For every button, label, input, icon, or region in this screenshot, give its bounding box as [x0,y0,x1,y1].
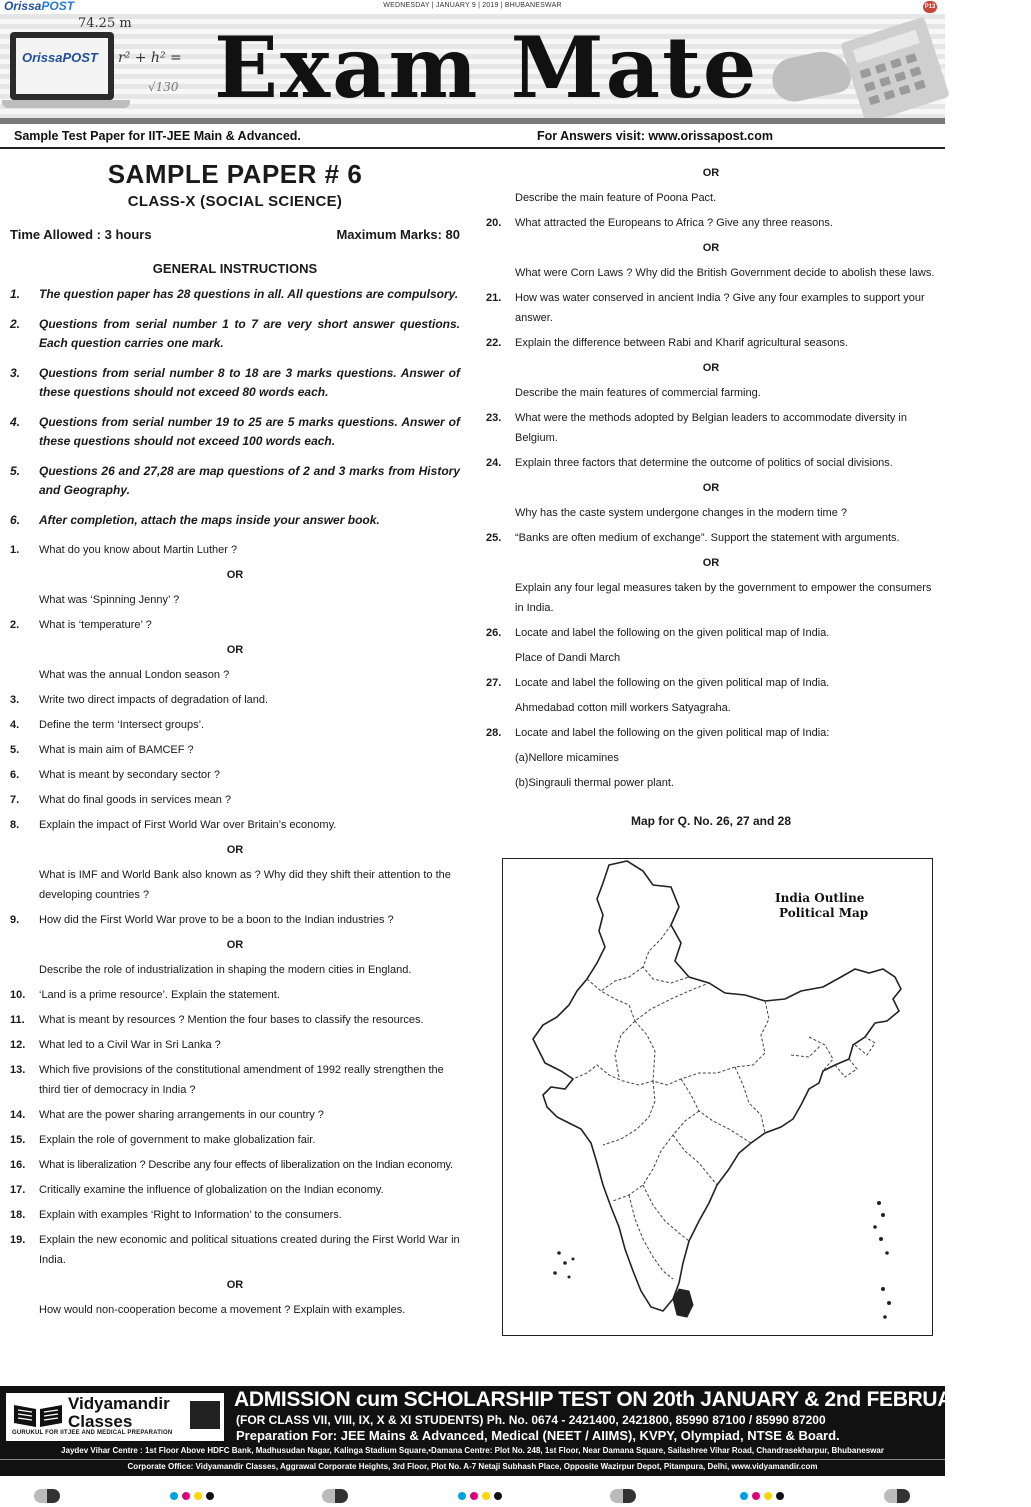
laptop-icon [10,32,114,100]
newspaper-logo: OrissaPOST [4,0,75,13]
or-label: OR [226,644,244,656]
question-28-item-a: (a)Nellore micamines [515,752,619,764]
question-3: 3. Write two direct impacts of degradation of land. [10,694,269,706]
question-7: 7. What do final goods in services mean ? [10,794,231,806]
paper-class: CLASS-X (SOCIAL SCIENCE) [127,193,343,210]
question-22-alternative: Describe the main features of commercial farming. [515,387,761,399]
advertiser-name: Vidyamandir Classes [68,1394,170,1431]
page-number-badge: P13 [923,1,937,13]
question-8: 8. Explain the impact of First World War over Britain’s economy. [10,819,337,831]
question-26-item: Place of Dandi March [515,652,621,664]
yellow-swatch [482,1492,490,1500]
calculator-icon [840,16,950,123]
question-1: 1. What do you know about Martin Luther ? [10,544,238,556]
question-22: 22. Explain the difference between Rabi and Kharif agricultural seasons. [486,337,849,349]
right-column [486,163,936,828]
black-swatch [776,1492,784,1500]
instruction-item: 4. Questions from serial number 19 to 25 are 5 marks questions. Answer of these questions should not exceed 100 words each. [10,415,460,448]
registration-mark-icon [34,1489,60,1503]
or-label: OR [226,569,244,581]
or-label: OR [702,482,720,494]
question-6: 6. What is meant by secondary sector ? [10,769,220,781]
question-4: 4. Define the term ‘Intersect groups’. [10,719,205,731]
masthead-title: Exam Mate [214,18,759,117]
question-19: 19. Explain the new economic and political situations created during the First World War in India. [10,1234,460,1266]
advertiser-tagline: GURUKUL FOR IITJEE AND MEDICAL PREPARATION [12,1430,173,1436]
question-15: 15. Explain the role of government to make globalization fair. [10,1134,316,1146]
india-outline-map [502,858,933,1336]
registration-mark-icon [884,1489,910,1503]
cyan-swatch [740,1492,748,1500]
question-24: 24. Explain three factors that determine the outcome of politics of social divisions. [486,457,893,469]
question-20: 20. What attracted the Europeans to Africa ? Give any three reasons. [486,217,833,229]
or-label: OR [226,1279,244,1291]
open-book-icon [12,1401,64,1429]
laptop-logo: OrissaPOST [22,50,98,65]
magenta-swatch [182,1492,190,1500]
advertiser-logo [6,1393,224,1441]
ad-divider [0,1459,945,1460]
ad-courses: Preparation For: JEE Mains & Advanced, Medical (NEET / AIIMS), KVPY, Olympiad, NTSE & Board. [236,1428,840,1443]
or-label: OR [226,939,244,951]
yellow-swatch [194,1492,202,1500]
black-swatch [206,1492,214,1500]
instructions-title: GENERAL INSTRUCTIONS [152,261,318,276]
question-20-alternative: What were Corn Laws ? Why did the British Government decide to abolish these laws. [515,267,935,279]
question-10: 10. ‘Land is a prime resource’. Explain the statement. [10,989,280,1001]
question-16: 16. What is liberalization ? Describe any four effects of liberalization on the Indian economy. [10,1159,453,1171]
magenta-swatch [470,1492,478,1500]
advertisement-banner[interactable] [0,1386,1031,1476]
question-25: 25. “Banks are often medium of exchange”. Support the statement with arguments. [486,532,900,544]
question-18: 18. Explain with examples ‘Right to Information’ to the consumers. [10,1209,342,1221]
black-swatch [494,1492,502,1500]
cyan-swatch [170,1492,178,1500]
question-17: 17. Critically examine the influence of globalization on the Indian economy. [10,1184,384,1196]
instruction-item: 2. Questions from serial number 1 to 7 are very short answer questions. Each question carries one mark. [10,317,460,350]
india-outline-drawing [503,859,931,1334]
question-21: 21. How was water conserved in ancient India ? Give any four examples to support your answer. [486,292,925,324]
paper-title: SAMPLE PAPER # 6 [107,159,363,189]
question-2: 2. What is ‘temperature’ ? [10,619,152,631]
or-label: OR [702,242,720,254]
laptop-base [2,100,130,108]
subheader-rule [0,147,945,149]
left-column [10,152,460,1325]
question-9: 9. How did the First World War prove to be a boon to the Indian industries ? [10,914,394,926]
ad-headline: ADMISSION cum SCHOLARSHIP TEST ON 20th JANUARY & 2nd FEBRUARY 2019 [234,1388,1031,1411]
time-allowed: Time Allowed : 3 hours [10,227,152,242]
question-23: 23. What were the methods adopted by Belgian leaders to accommodate diversity in Belgium. [486,412,907,444]
instruction-item: 6. After completion, attach the maps inside your answer book. [10,513,380,527]
student-figure-icon [190,1401,220,1429]
meta-row [10,226,460,244]
question-1-alternative: What was ‘Spinning Jenny’ ? [39,594,180,606]
dateline: WEDNESDAY | JANUARY 9 | 2019 | BHUBANESWAR [383,2,562,9]
maximum-marks: Maximum Marks: 80 [336,227,460,242]
question-14: 14. What are the power sharing arrangements in our country ? [10,1109,324,1121]
map-label: India Outline Political Map [775,891,869,920]
question-9-alternative: Describe the role of industrialization in shaping the modern cities in England. [39,964,412,976]
or-label: OR [226,844,244,856]
math-decoration-3: √130 [148,80,179,94]
map-caption: Map for Q. No. 26, 27 and 28 [630,814,792,828]
registration-mark-icon [322,1489,348,1503]
question-28-item-b: (b)Singrauli thermal power plant. [515,777,674,789]
registration-mark-icon [610,1489,636,1503]
ad-corporate-address: Corporate Office: Vidyamandir Classes, Aggrawal Corporate Heights, 3rd Floor, Plot No. A-7 Netaji Subhash Place, Opposite Wazirpur Depot, Pitampura, Delhi, www.vidyamandir.com [127,1462,818,1471]
question-26: 26. Locate and label the following on the given political map of India. [486,627,830,639]
or-label: OR [702,167,720,179]
instruction-item: 5. Questions 26 and 27,28 are map questions of 2 and 3 marks from History and Geography. [10,464,460,497]
question-13: 13. Which five provisions of the constitutional amendment of 1992 really strengthen the third tier of democracy in India ? [10,1064,444,1096]
question-19-alternative-2: Describe the main feature of Poona Pact. [515,192,717,204]
banner-rule [0,118,945,124]
question-19-alternative: How would non-cooperation become a movement ? Explain with examples. [39,1304,406,1316]
question-24-alternative: Why has the caste system undergone changes in the modern time ? [515,507,848,519]
question-2-alternative: What was the annual London season ? [39,669,230,681]
question-8-alternative: What is IMF and World Bank also known as ? Why did they shift their attention to the developing countries ? [39,869,451,901]
question-27-item: Ahmedabad cotton mill workers Satyagraha. [515,702,731,714]
subheader-left: Sample Test Paper for IIT-JEE Main & Advanced. [14,129,301,143]
top-strip [0,0,945,14]
math-decoration-2: r² + h² = [118,50,182,66]
question-12: 12. What led to a Civil War in Sri Lanka ? [10,1039,221,1051]
magenta-swatch [752,1492,760,1500]
ad-centres-address: Jaydev Vihar Centre : 1st Floor Above HDFC Bank, Madhusudan Nagar, Kalinga Stadium Square,•Damana Centre: Plot No. 248, 1st Floor, Near Damana Square, Sailashree Vihar Road, Chandrasekharpur, Bhubaneswar [61,1446,884,1455]
instruction-item: 3. Questions from serial number 8 to 18 are 3 marks questions. Answer of these questions should not exceed 80 words each. [10,366,460,399]
math-decoration-1: 74.25 m [78,16,132,31]
instruction-item: 1. The question paper has 28 questions in all. All questions are compulsory. [10,287,459,301]
question-11: 11. What is meant by resources ? Mention the four bases to classify the resources. [10,1014,424,1026]
cyan-swatch [458,1492,466,1500]
ad-eligibility-phone: (FOR CLASS VII, VIII, IX, X & XI STUDENTS) Ph. No. 0674 - 2421400, 2421800, 85990 87100 / 85990 87200 [236,1413,826,1427]
print-registration-bar [0,1486,945,1507]
question-28: 28. Locate and label the following on the given political map of India: [486,727,830,739]
subheader-right: For Answers visit: www.orissapost.com [537,129,773,143]
hand-with-mouse-icon [768,46,853,105]
or-label: OR [702,557,720,569]
yellow-swatch [764,1492,772,1500]
masthead-banner [0,14,945,124]
question-25-alternative: Explain any four legal measures taken by the government to empower the consumers in India. [515,582,932,614]
question-27: 27. Locate and label the following on the given political map of India. [486,677,830,689]
question-5: 5. What is main aim of BAMCEF ? [10,744,194,756]
or-label: OR [702,362,720,374]
